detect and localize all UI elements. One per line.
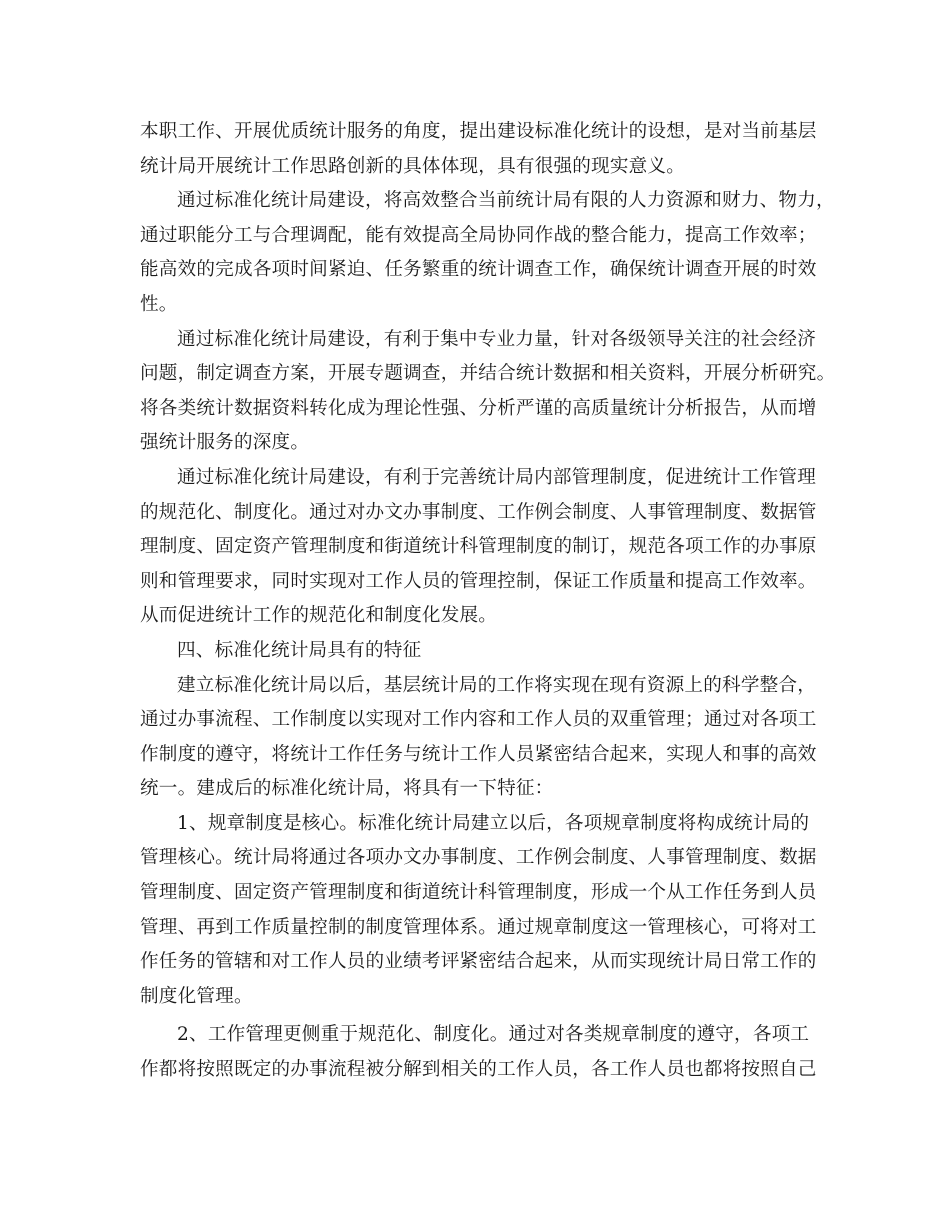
paragraph-start-line: 2、工作管理更侧重于规范化、制度化。通过对各类规章制度的遵守，各项工 <box>177 1024 810 1046</box>
text-line: 强统计服务的深度。 <box>140 432 310 454</box>
text-line: 统一。建成后的标准化统计局，将具有一下特征： <box>140 778 554 800</box>
text-line: 的规范化、制度化。通过对办文办事制度、工作例会制度、人事管理制度、数据管 <box>140 501 817 523</box>
text-line: 通过职能分工与合理调配，能有效提高全局协同作战的整合能力，提高工作效率； <box>140 224 817 246</box>
text-line: 能高效的完成各项时间紧迫、任务繁重的统计调查工作，确保统计调查开展的时效 <box>140 259 817 281</box>
text-line: 统计局开展统计工作思路创新的具体体现，具有很强的现实意义。 <box>140 155 686 177</box>
text-line: 管理核心。统计局将通过各项办文办事制度、工作例会制度、人事管理制度、数据 <box>140 847 817 869</box>
document-body <box>140 115 836 1088</box>
text-line: 理制度、固定资产管理制度和街道统计科管理制度的制订，规范各项工作的办事原 <box>140 536 817 558</box>
paragraph-start-line: 1、规章制度是核心。标准化统计局建立以后，各项规章制度将构成统计局的 <box>177 812 810 834</box>
text-line: 性。 <box>140 293 178 315</box>
text-line: 将各类统计数据资料转化成为理论性强、分析严谨的高质量统计分析报告，从而增 <box>140 397 817 419</box>
text-line: 作制度的遵守，将统计工作任务与统计工作人员紧密结合起来，实现人和事的高效 <box>140 743 817 765</box>
text-line: 问题，制定调查方案，开展专题调查，并结合统计数据和相关资料，开展分析研究。 <box>140 363 836 385</box>
paragraph-start-line: 通过标准化统计局建设，有利于集中专业力量，针对各级领导关注的社会经济 <box>177 328 816 350</box>
text-line: 管理制度、固定资产管理制度和街道统计科管理制度，形成一个从工作任务到人员 <box>140 882 817 904</box>
text-line: 管理、再到工作质量控制的制度管理体系。通过规章制度这一管理核心，可将对工 <box>140 916 817 938</box>
section-heading: 四、标准化统计局具有的特征 <box>177 639 422 661</box>
text-line: 作都将按照既定的办事流程被分解到相关的工作人员，各工作人员也都将按照自己 <box>140 1059 817 1081</box>
text-line: 通过办事流程、工作制度以实现对工作内容和工作人员的双重管理；通过对各项工 <box>140 709 817 731</box>
text-line: 制度化管理。 <box>140 985 253 1007</box>
paragraph-start-line: 建立标准化统计局以后，基层统计局的工作将实现在现有资源上的科学整合， <box>177 674 816 696</box>
paragraph-start-line: 通过标准化统计局建设，有利于完善统计局内部管理制度，促进统计工作管理 <box>177 466 816 488</box>
text-line: 本职工作、开展优质统计服务的角度，提出建设标准化统计的设想，是对当前基层 <box>140 121 817 142</box>
paragraph-start-line: 通过标准化统计局建设，将高效整合当前统计局有限的人力资源和财力、物力， <box>177 190 835 212</box>
text-line: 从而促进统计工作的规范化和制度化发展。 <box>140 605 498 627</box>
text-line: 作任务的管辖和对工作人员的业绩考评紧密结合起来，从而实现统计局日常工作的 <box>140 951 817 973</box>
text-line: 则和管理要求，同时实现对工作人员的管理控制，保证工作质量和提高工作效率。 <box>140 570 817 592</box>
